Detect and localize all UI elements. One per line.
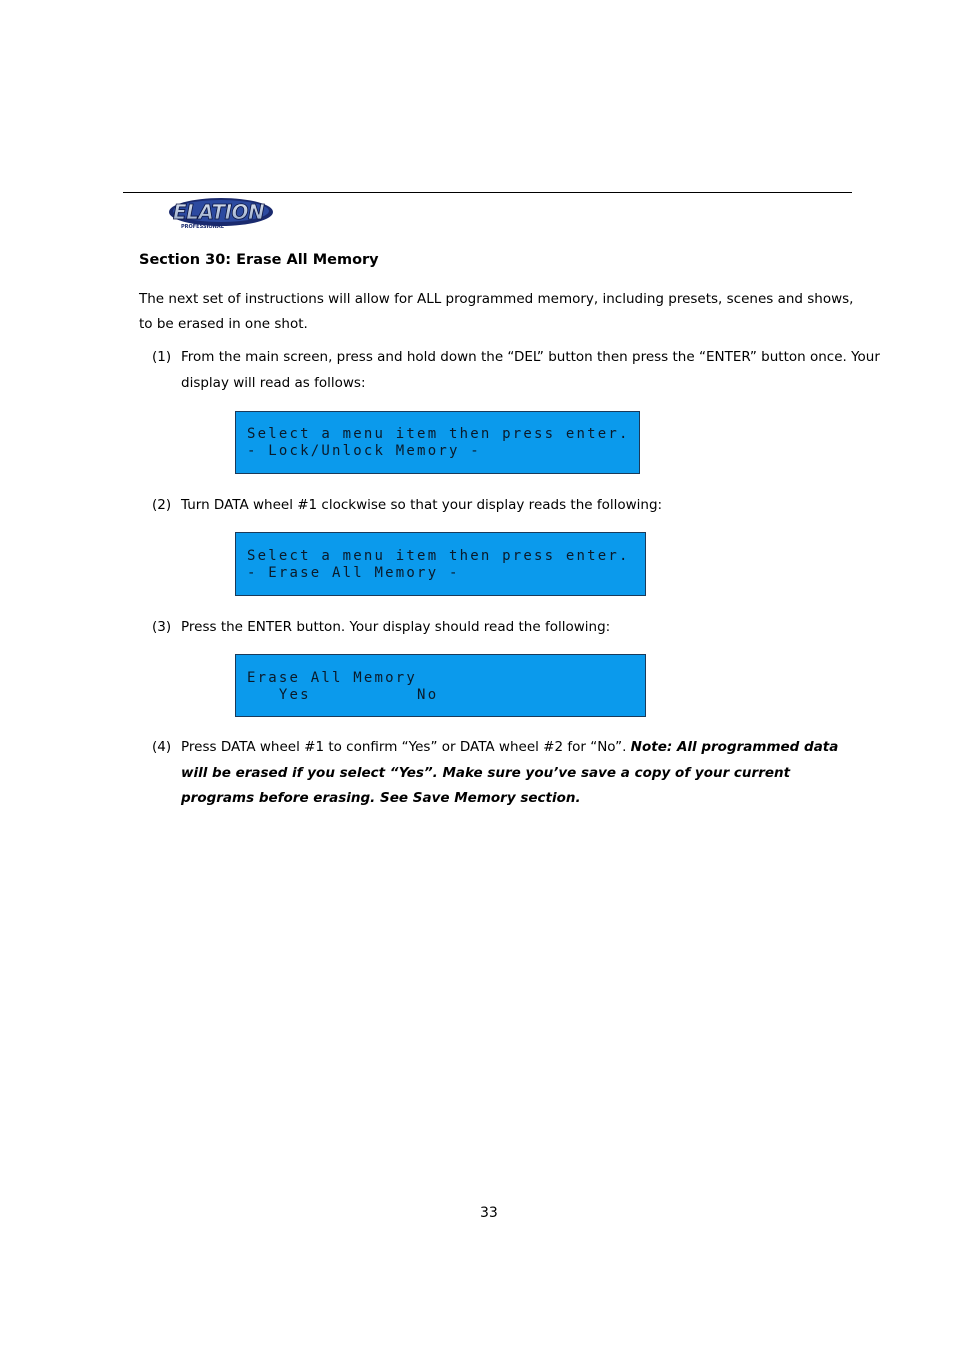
step-text: Turn DATA wheel #1 clockwise so that your display reads the following:	[181, 497, 663, 513]
section-heading: Section 30: Erase All Memory	[139, 252, 379, 268]
lcd-display-1	[235, 411, 640, 474]
warning-note: programs before erasing. See Save Memory section.	[181, 790, 581, 806]
intro-paragraph	[139, 287, 854, 337]
elation-logo	[163, 194, 275, 232]
step-text: From the main screen, press and hold down the “DEL” button then press the “ENTER” button once. Your	[181, 349, 880, 365]
step-text: display will read as follows:	[181, 374, 366, 391]
step-number: (4)	[152, 739, 172, 755]
warning-note: will be erased if you select “Yes”. Make sure you’ve save a copy of your current	[181, 764, 791, 781]
lcd-line: - Lock/Unlock Memory -	[247, 443, 481, 459]
page-number: 33	[480, 1205, 498, 1221]
lcd-display-2	[235, 532, 646, 596]
svg-text:ELATION: ELATION	[173, 200, 265, 224]
lcd-line: Select a menu item then press enter.	[247, 426, 630, 442]
warning-note: Note: All programmed data	[630, 739, 839, 755]
step-number: (2)	[152, 497, 172, 513]
lcd-line: Yes No	[247, 687, 439, 703]
lcd-line: Erase All Memory	[247, 670, 418, 686]
lcd-line: - Erase All Memory -	[247, 565, 460, 581]
step-number: (3)	[152, 619, 172, 635]
header-rule	[123, 192, 852, 193]
lcd-display-3	[235, 654, 646, 717]
svg-text:PROFESSIONAL: PROFESSIONAL	[181, 224, 224, 230]
step-text	[181, 735, 841, 761]
intro-line: The next set of instructions will allow for ALL programmed memory, including presets, scenes and shows,	[139, 291, 854, 307]
lcd-line: Select a menu item then press enter.	[247, 548, 630, 564]
step-text-normal: Press DATA wheel #1 to confirm “Yes” or DATA wheel #2 for “No”.	[181, 739, 631, 755]
step-number: (1)	[152, 349, 172, 365]
step-text: Press the ENTER button. Your display should read the following:	[181, 619, 611, 635]
intro-line: to be erased in one shot.	[139, 316, 308, 332]
